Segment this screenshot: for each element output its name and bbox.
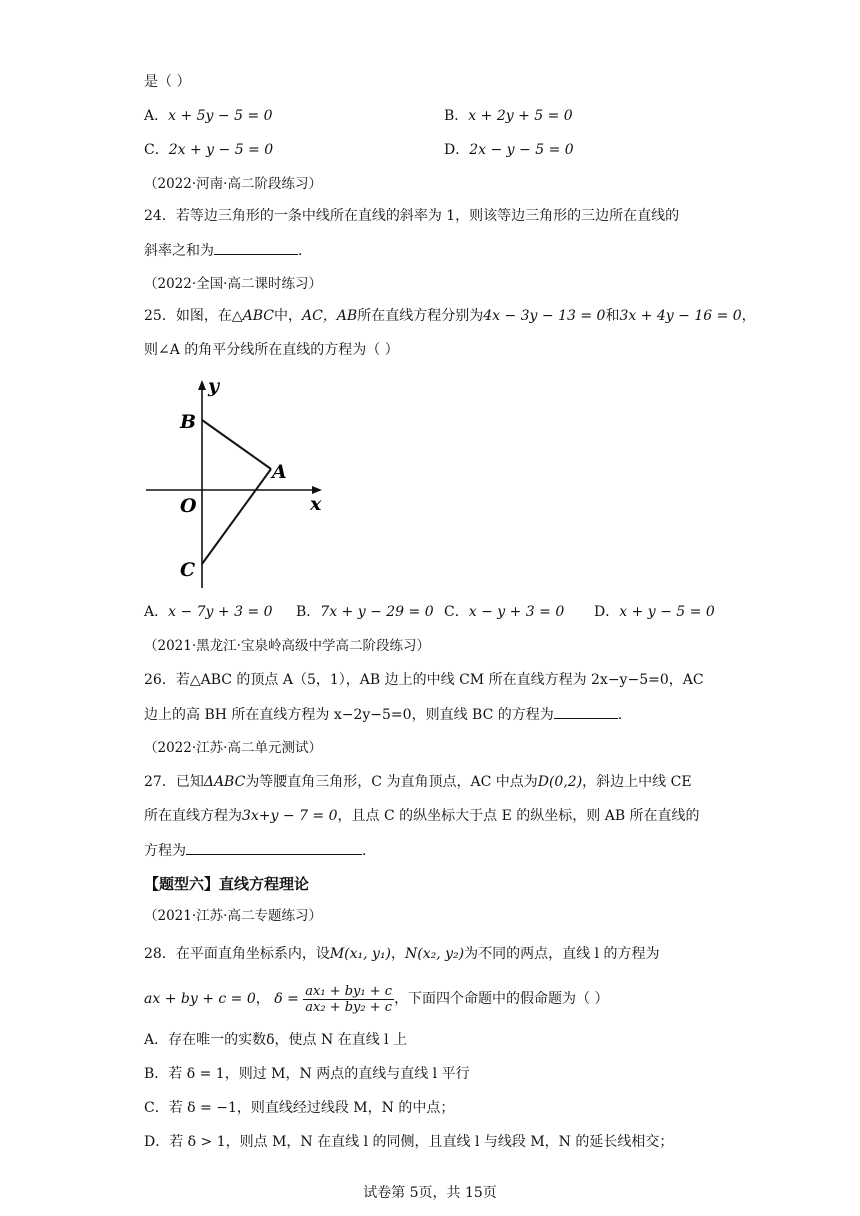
q25-option-b: B．7x + y − 29 = 0 (296, 604, 434, 620)
answer-blank (186, 840, 362, 855)
q27-text-line3: 方程为 . (144, 840, 366, 861)
q25-option-d: D．x + y − 5 = 0 (594, 604, 715, 620)
q26-text-line1: 26．若△ABC 的顶点 A（5，1），AB 边上的中线 CM 所在直线方程为 2x−y−5=0，AC (144, 672, 704, 688)
page-footer: 试卷第 5页，共 15页 (363, 1185, 497, 1201)
answer-blank (214, 240, 298, 255)
q25-option-c: C．x − y + 3 = 0 (444, 604, 565, 620)
q28-source: （2021·江苏·高二专题练习） (144, 908, 322, 924)
side-ab (202, 420, 271, 469)
q28-option-a: A．存在唯一的实数δ，使点 N 在直线 l 上 (144, 1032, 408, 1048)
q23-option-c: C．2x + y − 5 = 0 (144, 142, 274, 158)
point-a-label: A (272, 461, 287, 483)
q28-text-line2: ax + by + c = 0， δ = $\frac{\text{ax₁ + by₁ + c}}{\text{ax₂ + by₂ + c}}$ ，下面四个命题中的假命题为（ ） (144, 983, 609, 1015)
q23-option-d: D．2x − y − 5 = 0 (444, 142, 574, 158)
q24-source: （2022·河南·高二阶段练习） (144, 176, 322, 192)
y-axis-arrow-icon (198, 380, 206, 390)
q28-option-c: C．若 δ = −1，则直线经过线段 M，N 的中点； (144, 1100, 455, 1116)
q26-source: （2021·黑龙江·宝泉岭高级中学高二阶段练习） (144, 638, 430, 654)
q24-text-line2: 斜率之和为 . (144, 240, 302, 261)
q27-source: （2022·江苏·高二单元测试） (144, 740, 322, 756)
q25-option-a: A．x − 7y + 3 = 0 (144, 604, 273, 620)
origin-label: O (180, 495, 197, 517)
q25-text-line1: 25．如图，在△ABC中，AC，AB所在直线方程分别为4x − 3y − 13 = 0和3x + 4y − 16 = 0， (144, 308, 756, 324)
side-ac (202, 469, 271, 564)
q23-option-a: A．x + 5y − 5 = 0 (144, 108, 273, 124)
q27-text-line1: 27．已知ΔABC为等腰直角三角形，C 为直角顶点，AC 中点为D(0,2)，斜边上中线 CE (144, 774, 692, 790)
q27-text-line2: 所在直线方程为3x+y − 7 = 0，且点 C 的纵坐标大于点 E 的纵坐标，则 AB 所在直线的 (144, 808, 700, 824)
q23-tail: 是（ ） (144, 74, 191, 90)
q23-option-b: B．x + 2y + 5 = 0 (444, 108, 573, 124)
q25-source: （2022·全国·高二课时练习） (144, 276, 322, 292)
q28-option-d: D．若 δ > 1，则点 M，N 在直线 l 的同侧，且直线 l 与线段 M，N 的延长线相交； (144, 1134, 674, 1150)
q25-figure (140, 372, 340, 594)
x-axis-label: x (310, 493, 322, 515)
section-heading: 【题型六】直线方程理论 (144, 875, 310, 893)
delta-fraction: $\frac{\text{ax₁ + by₁ + c}}{\text{ax₂ + by₂ + c}}$ (305, 983, 393, 1015)
q24-text-line1: 24．若等边三角形的一条中线所在直线的斜率为 1，则该等边三角形的三边所在直线的 (144, 208, 680, 224)
answer-blank (554, 704, 618, 719)
q28-text-line1: 28．在平面直角坐标系内，设M(x₁, y₁)，N(x₂, y₂)为不同的两点，直线 l 的方程为 (144, 946, 660, 962)
y-axis-label: y (208, 375, 220, 397)
q25-text-line2: 则∠A 的角平分线所在直线的方程为（ ） (144, 342, 399, 358)
q28-option-b: B．若 δ = 1，则过 M，N 两点的直线与直线 l 平行 (144, 1066, 470, 1082)
point-c-label: C (180, 559, 196, 581)
point-b-label: B (180, 411, 197, 433)
q26-text-line2: 边上的高 BH 所在直线方程为 x−2y−5=0，则直线 BC 的方程为 . (144, 704, 622, 725)
